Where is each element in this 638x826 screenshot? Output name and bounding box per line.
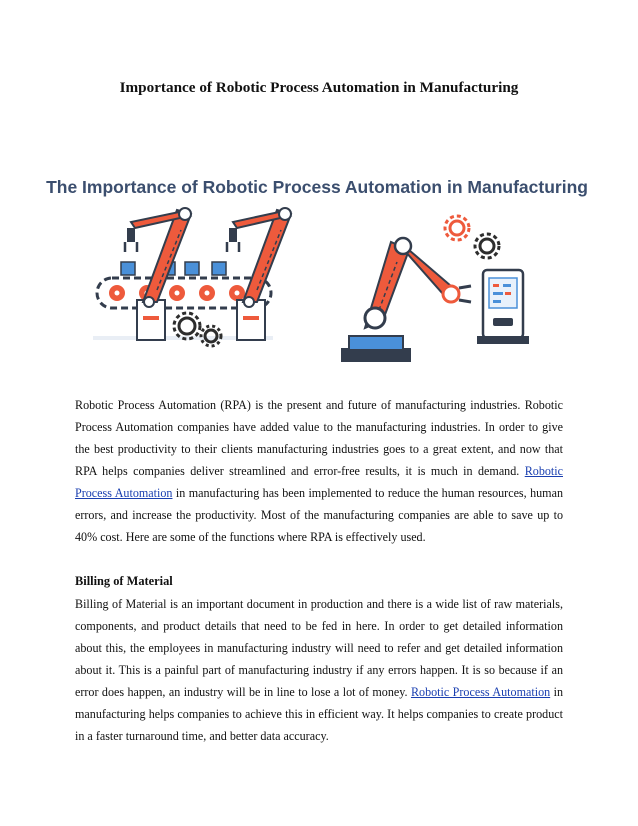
- industrial-robot-arm: [341, 238, 471, 362]
- hero-illustration: [46, 150, 588, 380]
- control-terminal: [477, 270, 529, 344]
- intro-text-before-link: Robotic Process Automation (RPA) is the present and future of manufacturing industries. Robotic Process Automation companies have added value to the manufacturing industries. In order to give the best productivity to their clients manufacturing industries goes to a great extent, and now that RPA helps companies deliver streamlined and error-free results, it is much in demand.: [75, 398, 563, 478]
- gear-icon: [475, 234, 499, 258]
- intro-paragraph: [75, 394, 563, 548]
- intro-text-after-link: in manufacturing has been implemented to reduce the human resources, human errors, and increase the productivity. Most of the manufacturing companies are able to save up to 40% cost. Here are some of the functions where RPA is effectively used.: [75, 486, 563, 544]
- section-heading: Billing of Material: [75, 574, 173, 588]
- rpa-link[interactable]: Robotic Process Automation: [75, 464, 563, 500]
- document-title: Importance of Robotic Process Automation in Manufacturing: [119, 79, 519, 96]
- gear-icon: [174, 313, 221, 346]
- gear-icon: [445, 216, 469, 240]
- robot-arms-illustration: [46, 150, 588, 380]
- product-boxes: [121, 262, 226, 275]
- billing-paragraph: [75, 593, 563, 747]
- banner-title: The Importance of Robotic Process Automation in Manufacturing: [46, 177, 588, 197]
- rpa-link[interactable]: Robotic Process Automation: [410, 685, 551, 699]
- billing-text-after-link: in manufacturing helps companies to achieve this in efficient way. It helps companies to create product in a faster turnaround time, and better data accuracy.: [75, 685, 563, 743]
- robot-arm-2: [227, 208, 291, 340]
- billing-text-before-link: Billing of Material is an important document in production and there is a wide list of raw materials, components, and product details that need to be fed in here. In order to get detailed information about this, the employees in manufacturing industry will need to refer and get detailed information about it. This is a painful part of manufacturing industry if any errors happen. It is so because if an error does happen, an industry will be in line to lose a lot of money.: [75, 597, 563, 699]
